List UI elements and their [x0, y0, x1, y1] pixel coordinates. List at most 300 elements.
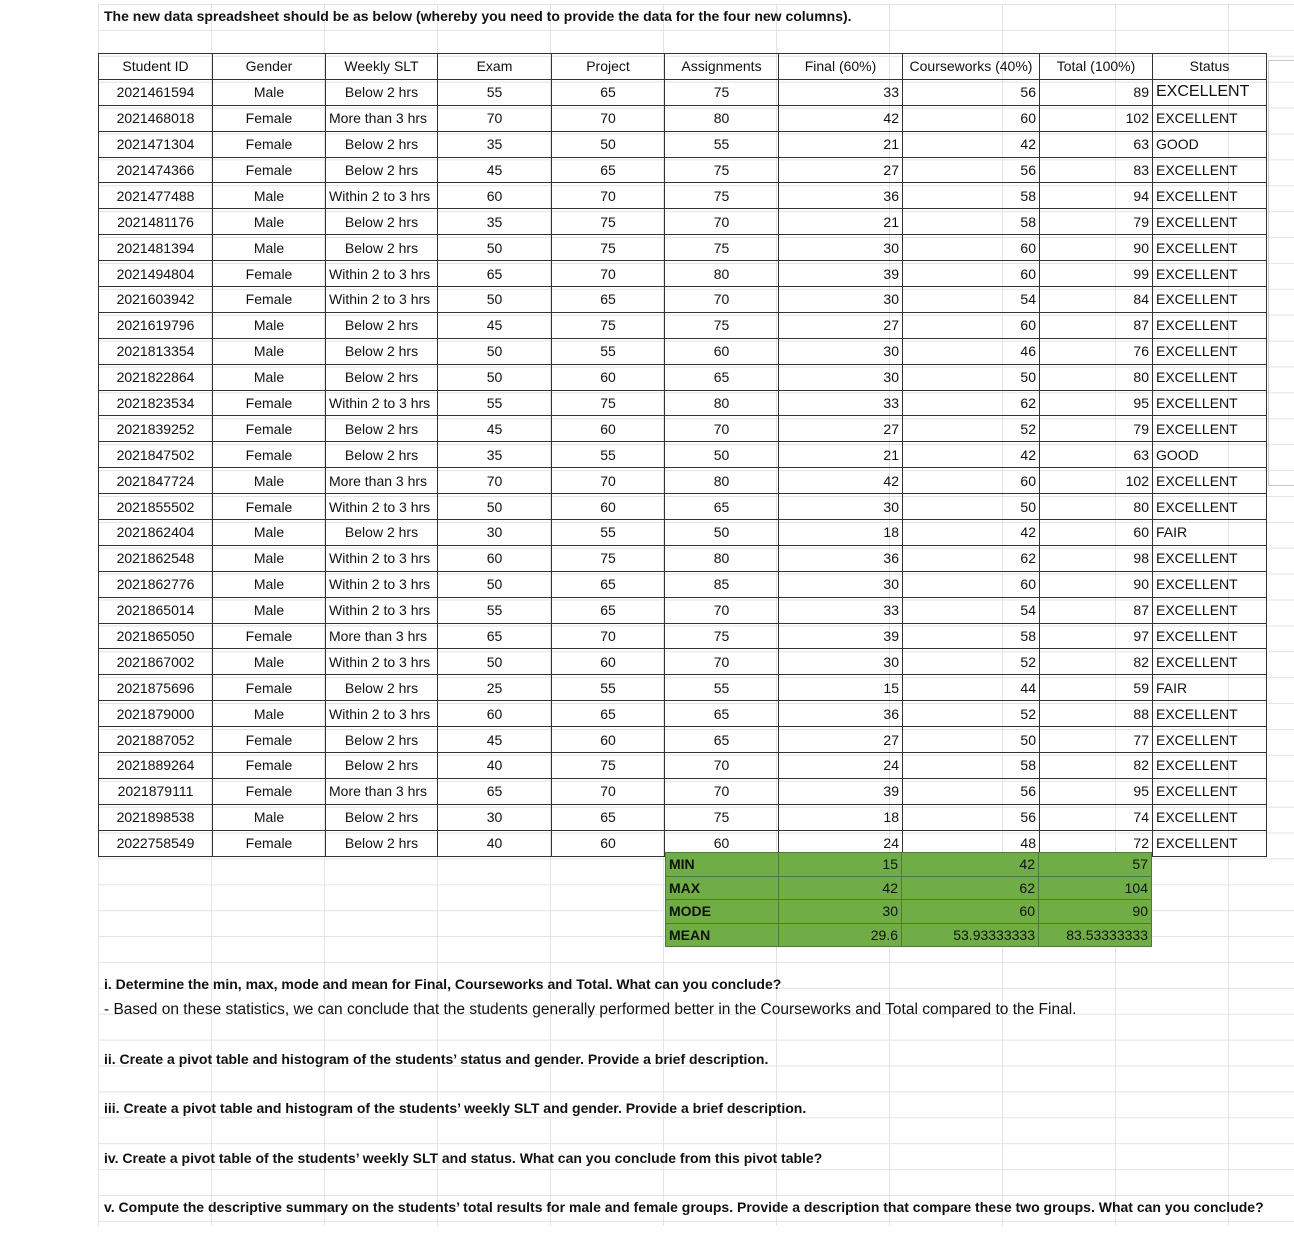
cell-status[interactable]: EXCELLENT — [1153, 727, 1267, 753]
cell-exam[interactable]: 65 — [438, 261, 552, 287]
cell-final[interactable]: 24 — [779, 830, 903, 856]
cell-final[interactable]: 30 — [779, 364, 903, 390]
cell-student-id[interactable]: 2021494804 — [99, 261, 213, 287]
cell-weekly-slt[interactable]: Below 2 hrs — [326, 131, 438, 157]
cell-status[interactable]: EXCELLENT — [1153, 209, 1267, 235]
cell-student-id[interactable]: 2021865014 — [99, 597, 213, 623]
cell-project[interactable]: 75 — [552, 390, 665, 416]
cell-project[interactable]: 70 — [552, 183, 665, 209]
cell-project[interactable]: 70 — [552, 623, 665, 649]
cell-weekly-slt[interactable]: Below 2 hrs — [326, 416, 438, 442]
cell-gender[interactable]: Female — [213, 287, 326, 313]
cell-courseworks[interactable]: 42 — [903, 442, 1040, 468]
cell-status[interactable]: EXCELLENT — [1153, 338, 1267, 364]
cell-final[interactable]: 21 — [779, 442, 903, 468]
cell-weekly-slt[interactable]: Below 2 hrs — [326, 753, 438, 779]
cell-final[interactable]: 18 — [779, 804, 903, 830]
cell-gender[interactable]: Male — [213, 545, 326, 571]
header-total[interactable]: Total (100%) — [1040, 54, 1153, 80]
cell-assignments[interactable]: 80 — [665, 261, 779, 287]
cell-exam[interactable]: 50 — [438, 649, 552, 675]
cell-project[interactable]: 60 — [552, 830, 665, 856]
cell-final[interactable]: 15 — [779, 675, 903, 701]
cell-student-id[interactable]: 2021603942 — [99, 287, 213, 313]
cell-project[interactable]: 55 — [552, 338, 665, 364]
cell-final[interactable]: 30 — [779, 338, 903, 364]
cell-courseworks[interactable]: 48 — [903, 830, 1040, 856]
cell-student-id[interactable]: 2021867002 — [99, 649, 213, 675]
cell-project[interactable]: 75 — [552, 209, 665, 235]
header-status[interactable]: Status — [1153, 54, 1267, 80]
cell-student-id[interactable]: 2021865050 — [99, 623, 213, 649]
cell-courseworks[interactable]: 58 — [903, 209, 1040, 235]
cell-project[interactable]: 65 — [552, 157, 665, 183]
stat-total[interactable]: 104 — [1039, 876, 1152, 900]
cell-exam[interactable]: 45 — [438, 312, 552, 338]
stat-final[interactable]: 42 — [779, 876, 902, 900]
cell-status[interactable]: EXCELLENT — [1153, 183, 1267, 209]
cell-total[interactable]: 95 — [1040, 390, 1153, 416]
cell-status[interactable]: EXCELLENT — [1153, 545, 1267, 571]
cell-total[interactable]: 95 — [1040, 778, 1153, 804]
cell-assignments[interactable]: 75 — [665, 235, 779, 261]
cell-total[interactable]: 79 — [1040, 416, 1153, 442]
cell-weekly-slt[interactable]: Within 2 to 3 hrs — [326, 261, 438, 287]
cell-exam[interactable]: 40 — [438, 753, 552, 779]
cell-total[interactable]: 84 — [1040, 287, 1153, 313]
cell-project[interactable]: 50 — [552, 131, 665, 157]
cell-final[interactable]: 36 — [779, 701, 903, 727]
cell-assignments[interactable]: 55 — [665, 131, 779, 157]
cell-final[interactable]: 21 — [779, 209, 903, 235]
cell-status[interactable]: GOOD — [1153, 442, 1267, 468]
cell-total[interactable]: 63 — [1040, 442, 1153, 468]
cell-weekly-slt[interactable]: More than 3 hrs — [326, 623, 438, 649]
cell-project[interactable]: 70 — [552, 468, 665, 494]
cell-total[interactable]: 88 — [1040, 701, 1153, 727]
cell-assignments[interactable]: 75 — [665, 623, 779, 649]
cell-student-id[interactable]: 2021619796 — [99, 312, 213, 338]
cell-final[interactable]: 33 — [779, 390, 903, 416]
cell-assignments[interactable]: 65 — [665, 494, 779, 520]
cell-exam[interactable]: 50 — [438, 287, 552, 313]
cell-student-id[interactable]: 2021477488 — [99, 183, 213, 209]
cell-status[interactable]: EXCELLENT — [1153, 312, 1267, 338]
cell-gender[interactable]: Female — [213, 416, 326, 442]
stat-final[interactable]: 30 — [779, 900, 902, 924]
cell-exam[interactable]: 65 — [438, 623, 552, 649]
cell-weekly-slt[interactable]: Within 2 to 3 hrs — [326, 701, 438, 727]
cell-exam[interactable]: 50 — [438, 571, 552, 597]
cell-project[interactable]: 70 — [552, 778, 665, 804]
cell-exam[interactable]: 50 — [438, 235, 552, 261]
cell-courseworks[interactable]: 60 — [903, 312, 1040, 338]
cell-project[interactable]: 60 — [552, 364, 665, 390]
cell-assignments[interactable]: 70 — [665, 209, 779, 235]
cell-student-id[interactable]: 2022758549 — [99, 830, 213, 856]
cell-student-id[interactable]: 2021875696 — [99, 675, 213, 701]
cell-exam[interactable]: 35 — [438, 131, 552, 157]
cell-status[interactable]: EXCELLENT — [1153, 390, 1267, 416]
cell-total[interactable]: 72 — [1040, 830, 1153, 856]
cell-student-id[interactable]: 2021468018 — [99, 105, 213, 131]
cell-gender[interactable]: Male — [213, 468, 326, 494]
cell-courseworks[interactable]: 60 — [903, 235, 1040, 261]
cell-assignments[interactable]: 70 — [665, 649, 779, 675]
cell-project[interactable]: 65 — [552, 79, 665, 105]
cell-exam[interactable]: 70 — [438, 105, 552, 131]
cell-weekly-slt[interactable]: Within 2 to 3 hrs — [326, 183, 438, 209]
cell-project[interactable]: 55 — [552, 520, 665, 546]
cell-assignments[interactable]: 80 — [665, 545, 779, 571]
cell-total[interactable]: 82 — [1040, 753, 1153, 779]
cell-weekly-slt[interactable]: Below 2 hrs — [326, 235, 438, 261]
cell-final[interactable]: 30 — [779, 287, 903, 313]
cell-courseworks[interactable]: 56 — [903, 157, 1040, 183]
cell-total[interactable]: 94 — [1040, 183, 1153, 209]
cell-exam[interactable]: 45 — [438, 416, 552, 442]
header-assignments[interactable]: Assignments — [665, 54, 779, 80]
cell-project[interactable]: 75 — [552, 753, 665, 779]
cell-status[interactable]: EXCELLENT — [1153, 830, 1267, 856]
header-courseworks[interactable]: Courseworks (40%) — [903, 54, 1040, 80]
cell-assignments[interactable]: 70 — [665, 778, 779, 804]
cell-status[interactable]: EXCELLENT — [1153, 235, 1267, 261]
cell-assignments[interactable]: 65 — [665, 701, 779, 727]
cell-total[interactable]: 87 — [1040, 312, 1153, 338]
cell-exam[interactable]: 35 — [438, 442, 552, 468]
cell-courseworks[interactable]: 52 — [903, 416, 1040, 442]
cell-assignments[interactable]: 75 — [665, 312, 779, 338]
cell-final[interactable]: 24 — [779, 753, 903, 779]
cell-status[interactable]: EXCELLENT — [1153, 701, 1267, 727]
cell-final[interactable]: 33 — [779, 79, 903, 105]
cell-status[interactable]: EXCELLENT — [1153, 753, 1267, 779]
student-data-table[interactable] — [98, 53, 1267, 857]
cell-gender[interactable]: Male — [213, 235, 326, 261]
stat-total[interactable]: 83.53333333 — [1039, 923, 1152, 947]
cell-gender[interactable]: Male — [213, 804, 326, 830]
cell-project[interactable]: 60 — [552, 727, 665, 753]
cell-assignments[interactable]: 75 — [665, 804, 779, 830]
cell-assignments[interactable]: 85 — [665, 571, 779, 597]
cell-student-id[interactable]: 2021481394 — [99, 235, 213, 261]
stat-final[interactable]: 29.6 — [779, 923, 902, 947]
stat-final[interactable]: 15 — [779, 853, 902, 877]
cell-gender[interactable]: Male — [213, 312, 326, 338]
header-gender[interactable]: Gender — [213, 54, 326, 80]
cell-status[interactable]: EXCELLENT — [1153, 804, 1267, 830]
cell-weekly-slt[interactable]: Below 2 hrs — [326, 804, 438, 830]
cell-assignments[interactable]: 60 — [665, 338, 779, 364]
cell-status[interactable]: EXCELLENT — [1153, 364, 1267, 390]
cell-project[interactable]: 55 — [552, 442, 665, 468]
cell-courseworks[interactable]: 56 — [903, 804, 1040, 830]
cell-courseworks[interactable]: 62 — [903, 545, 1040, 571]
cell-courseworks[interactable]: 50 — [903, 494, 1040, 520]
cell-status[interactable]: EXCELLENT — [1153, 157, 1267, 183]
cell-assignments[interactable]: 50 — [665, 442, 779, 468]
answer-1[interactable]: - Based on these statistics, we can conclude that the students generally performed better in the Courseworks and Total compared to the Final. — [104, 1001, 1077, 1018]
cell-project[interactable]: 65 — [552, 571, 665, 597]
cell-final[interactable]: 36 — [779, 183, 903, 209]
cell-exam[interactable]: 55 — [438, 79, 552, 105]
cell-weekly-slt[interactable]: Within 2 to 3 hrs — [326, 494, 438, 520]
cell-final[interactable]: 18 — [779, 520, 903, 546]
cell-status[interactable]: EXCELLENT — [1153, 287, 1267, 313]
cell-weekly-slt[interactable]: Below 2 hrs — [326, 442, 438, 468]
cell-courseworks[interactable]: 58 — [903, 183, 1040, 209]
cell-project[interactable]: 55 — [552, 675, 665, 701]
cell-weekly-slt[interactable]: Below 2 hrs — [326, 157, 438, 183]
cell-project[interactable]: 75 — [552, 545, 665, 571]
cell-weekly-slt[interactable]: More than 3 hrs — [326, 468, 438, 494]
stat-coursework[interactable]: 42 — [902, 853, 1039, 877]
cell-weekly-slt[interactable]: Within 2 to 3 hrs — [326, 287, 438, 313]
cell-total[interactable]: 102 — [1040, 105, 1153, 131]
cell-student-id[interactable]: 2021855502 — [99, 494, 213, 520]
cell-exam[interactable]: 30 — [438, 520, 552, 546]
cell-gender[interactable]: Female — [213, 727, 326, 753]
cell-gender[interactable]: Male — [213, 701, 326, 727]
cell-courseworks[interactable]: 42 — [903, 520, 1040, 546]
cell-status[interactable]: GOOD — [1153, 131, 1267, 157]
cell-total[interactable]: 59 — [1040, 675, 1153, 701]
cell-status[interactable]: EXCELLENT — [1153, 468, 1267, 494]
cell-status[interactable]: EXCELLENT — [1153, 597, 1267, 623]
cell-courseworks[interactable]: 60 — [903, 468, 1040, 494]
cell-total[interactable]: 60 — [1040, 520, 1153, 546]
cell-weekly-slt[interactable]: Within 2 to 3 hrs — [326, 649, 438, 675]
cell-gender[interactable]: Female — [213, 675, 326, 701]
cell-weekly-slt[interactable]: Below 2 hrs — [326, 338, 438, 364]
cell-weekly-slt[interactable]: Below 2 hrs — [326, 312, 438, 338]
cell-courseworks[interactable]: 44 — [903, 675, 1040, 701]
cell-weekly-slt[interactable]: Within 2 to 3 hrs — [326, 597, 438, 623]
cell-assignments[interactable]: 75 — [665, 157, 779, 183]
cell-courseworks[interactable]: 42 — [903, 131, 1040, 157]
cell-exam[interactable]: 55 — [438, 390, 552, 416]
cell-project[interactable]: 65 — [552, 701, 665, 727]
cell-courseworks[interactable]: 60 — [903, 571, 1040, 597]
cell-final[interactable]: 27 — [779, 416, 903, 442]
stat-label[interactable]: MEAN — [666, 923, 779, 947]
cell-weekly-slt[interactable]: Within 2 to 3 hrs — [326, 390, 438, 416]
cell-final[interactable]: 27 — [779, 727, 903, 753]
cell-student-id[interactable]: 2021847724 — [99, 468, 213, 494]
cell-student-id[interactable]: 2021862776 — [99, 571, 213, 597]
cell-total[interactable]: 98 — [1040, 545, 1153, 571]
cell-courseworks[interactable]: 58 — [903, 753, 1040, 779]
cell-total[interactable]: 76 — [1040, 338, 1153, 364]
cell-exam[interactable]: 65 — [438, 778, 552, 804]
cell-courseworks[interactable]: 50 — [903, 364, 1040, 390]
header-exam[interactable]: Exam — [438, 54, 552, 80]
cell-total[interactable]: 82 — [1040, 649, 1153, 675]
cell-courseworks[interactable]: 58 — [903, 623, 1040, 649]
cell-status[interactable]: EXCELLENT — [1153, 778, 1267, 804]
cell-weekly-slt[interactable]: Below 2 hrs — [326, 79, 438, 105]
stat-label[interactable]: MODE — [666, 900, 779, 924]
cell-total[interactable]: 90 — [1040, 235, 1153, 261]
stat-coursework[interactable]: 62 — [902, 876, 1039, 900]
stat-total[interactable]: 57 — [1039, 853, 1152, 877]
cell-assignments[interactable]: 70 — [665, 287, 779, 313]
cell-assignments[interactable]: 80 — [665, 390, 779, 416]
header-project[interactable]: Project — [552, 54, 665, 80]
cell-assignments[interactable]: 55 — [665, 675, 779, 701]
cell-courseworks[interactable]: 62 — [903, 390, 1040, 416]
stat-label[interactable]: MIN — [666, 853, 779, 877]
cell-assignments[interactable]: 50 — [665, 520, 779, 546]
cell-gender[interactable]: Female — [213, 261, 326, 287]
cell-courseworks[interactable]: 46 — [903, 338, 1040, 364]
cell-project[interactable]: 60 — [552, 494, 665, 520]
cell-student-id[interactable]: 2021862404 — [99, 520, 213, 546]
cell-project[interactable]: 75 — [552, 235, 665, 261]
cell-final[interactable]: 42 — [779, 105, 903, 131]
cell-status[interactable]: EXCELLENT — [1153, 494, 1267, 520]
cell-gender[interactable]: Female — [213, 131, 326, 157]
cell-student-id[interactable]: 2021879000 — [99, 701, 213, 727]
cell-total[interactable]: 63 — [1040, 131, 1153, 157]
cell-project[interactable]: 60 — [552, 416, 665, 442]
cell-student-id[interactable]: 2021839252 — [99, 416, 213, 442]
cell-status[interactable]: FAIR — [1153, 520, 1267, 546]
cell-total[interactable]: 89 — [1040, 79, 1153, 105]
cell-gender[interactable]: Female — [213, 390, 326, 416]
cell-student-id[interactable]: 2021823534 — [99, 390, 213, 416]
cell-project[interactable]: 65 — [552, 804, 665, 830]
cell-project[interactable]: 65 — [552, 597, 665, 623]
cell-courseworks[interactable]: 54 — [903, 597, 1040, 623]
cell-student-id[interactable]: 2021481176 — [99, 209, 213, 235]
cell-gender[interactable]: Female — [213, 778, 326, 804]
stat-coursework[interactable]: 60 — [902, 900, 1039, 924]
cell-student-id[interactable]: 2021898538 — [99, 804, 213, 830]
header-final[interactable]: Final (60%) — [779, 54, 903, 80]
cell-exam[interactable]: 30 — [438, 804, 552, 830]
cell-status[interactable]: EXCELLENT — [1153, 623, 1267, 649]
cell-student-id[interactable]: 2021474366 — [99, 157, 213, 183]
cell-gender[interactable]: Male — [213, 364, 326, 390]
cell-total[interactable]: 80 — [1040, 364, 1153, 390]
cell-student-id[interactable]: 2021862548 — [99, 545, 213, 571]
cell-gender[interactable]: Female — [213, 830, 326, 856]
cell-total[interactable]: 90 — [1040, 571, 1153, 597]
cell-weekly-slt[interactable]: More than 3 hrs — [326, 105, 438, 131]
cell-final[interactable]: 27 — [779, 312, 903, 338]
cell-student-id[interactable]: 2021813354 — [99, 338, 213, 364]
cell-student-id[interactable]: 2021461594 — [99, 79, 213, 105]
cell-final[interactable]: 39 — [779, 778, 903, 804]
cell-assignments[interactable]: 65 — [665, 727, 779, 753]
cell-exam[interactable]: 50 — [438, 338, 552, 364]
cell-gender[interactable]: Male — [213, 79, 326, 105]
cell-student-id[interactable]: 2021889264 — [99, 753, 213, 779]
cell-weekly-slt[interactable]: More than 3 hrs — [326, 778, 438, 804]
cell-status[interactable]: EXCELLENT — [1153, 416, 1267, 442]
cell-gender[interactable]: Female — [213, 623, 326, 649]
cell-gender[interactable]: Female — [213, 753, 326, 779]
cell-exam[interactable]: 35 — [438, 209, 552, 235]
cell-courseworks[interactable]: 50 — [903, 727, 1040, 753]
cell-total[interactable]: 87 — [1040, 597, 1153, 623]
cell-total[interactable]: 79 — [1040, 209, 1153, 235]
cell-status[interactable]: FAIR — [1153, 675, 1267, 701]
cell-gender[interactable]: Male — [213, 597, 326, 623]
cell-status[interactable]: EXCELLENT — [1153, 649, 1267, 675]
cell-final[interactable]: 42 — [779, 468, 903, 494]
cell-exam[interactable]: 25 — [438, 675, 552, 701]
cell-final[interactable]: 39 — [779, 623, 903, 649]
cell-exam[interactable]: 70 — [438, 468, 552, 494]
cell-gender[interactable]: Male — [213, 649, 326, 675]
cell-exam[interactable]: 50 — [438, 494, 552, 520]
cell-project[interactable]: 75 — [552, 312, 665, 338]
cell-student-id[interactable]: 2021847502 — [99, 442, 213, 468]
cell-status[interactable]: EXCELLENT — [1153, 261, 1267, 287]
cell-assignments[interactable]: 65 — [665, 364, 779, 390]
cell-exam[interactable]: 60 — [438, 183, 552, 209]
stat-total[interactable]: 90 — [1039, 900, 1152, 924]
stat-coursework[interactable]: 53.93333333 — [902, 923, 1039, 947]
cell-assignments[interactable]: 70 — [665, 597, 779, 623]
cell-student-id[interactable]: 2021471304 — [99, 131, 213, 157]
cell-final[interactable]: 27 — [779, 157, 903, 183]
cell-final[interactable]: 33 — [779, 597, 903, 623]
cell-student-id[interactable]: 2021879111 — [99, 778, 213, 804]
cell-gender[interactable]: Male — [213, 571, 326, 597]
cell-assignments[interactable]: 80 — [665, 468, 779, 494]
cell-gender[interactable]: Male — [213, 520, 326, 546]
cell-total[interactable]: 74 — [1040, 804, 1153, 830]
stat-label[interactable]: MAX — [666, 876, 779, 900]
cell-courseworks[interactable]: 54 — [903, 287, 1040, 313]
cell-total[interactable]: 83 — [1040, 157, 1153, 183]
cell-courseworks[interactable]: 60 — [903, 261, 1040, 287]
cell-project[interactable]: 60 — [552, 649, 665, 675]
cell-total[interactable]: 99 — [1040, 261, 1153, 287]
cell-final[interactable]: 30 — [779, 571, 903, 597]
cell-courseworks[interactable]: 56 — [903, 79, 1040, 105]
cell-exam[interactable]: 40 — [438, 830, 552, 856]
cell-weekly-slt[interactable]: Below 2 hrs — [326, 520, 438, 546]
cell-final[interactable]: 39 — [779, 261, 903, 287]
cell-assignments[interactable]: 70 — [665, 753, 779, 779]
cell-assignments[interactable]: 70 — [665, 416, 779, 442]
cell-status[interactable]: EXCELLENT — [1153, 105, 1267, 131]
cell-total[interactable]: 80 — [1040, 494, 1153, 520]
cell-status[interactable]: EXCELLENT — [1153, 571, 1267, 597]
cell-student-id[interactable]: 2021887052 — [99, 727, 213, 753]
summary-statistics-table[interactable] — [665, 852, 1152, 947]
cell-gender[interactable]: Male — [213, 209, 326, 235]
cell-student-id[interactable]: 2021822864 — [99, 364, 213, 390]
cell-final[interactable]: 36 — [779, 545, 903, 571]
cell-assignments[interactable]: 75 — [665, 79, 779, 105]
header-student-id[interactable]: Student ID — [99, 54, 213, 80]
cell-courseworks[interactable]: 60 — [903, 105, 1040, 131]
cell-courseworks[interactable]: 56 — [903, 778, 1040, 804]
cell-total[interactable]: 77 — [1040, 727, 1153, 753]
cell-project[interactable]: 70 — [552, 261, 665, 287]
cell-weekly-slt[interactable]: Within 2 to 3 hrs — [326, 545, 438, 571]
cell-exam[interactable]: 45 — [438, 157, 552, 183]
cell-weekly-slt[interactable]: Below 2 hrs — [326, 830, 438, 856]
cell-gender[interactable]: Male — [213, 183, 326, 209]
cell-final[interactable]: 30 — [779, 649, 903, 675]
